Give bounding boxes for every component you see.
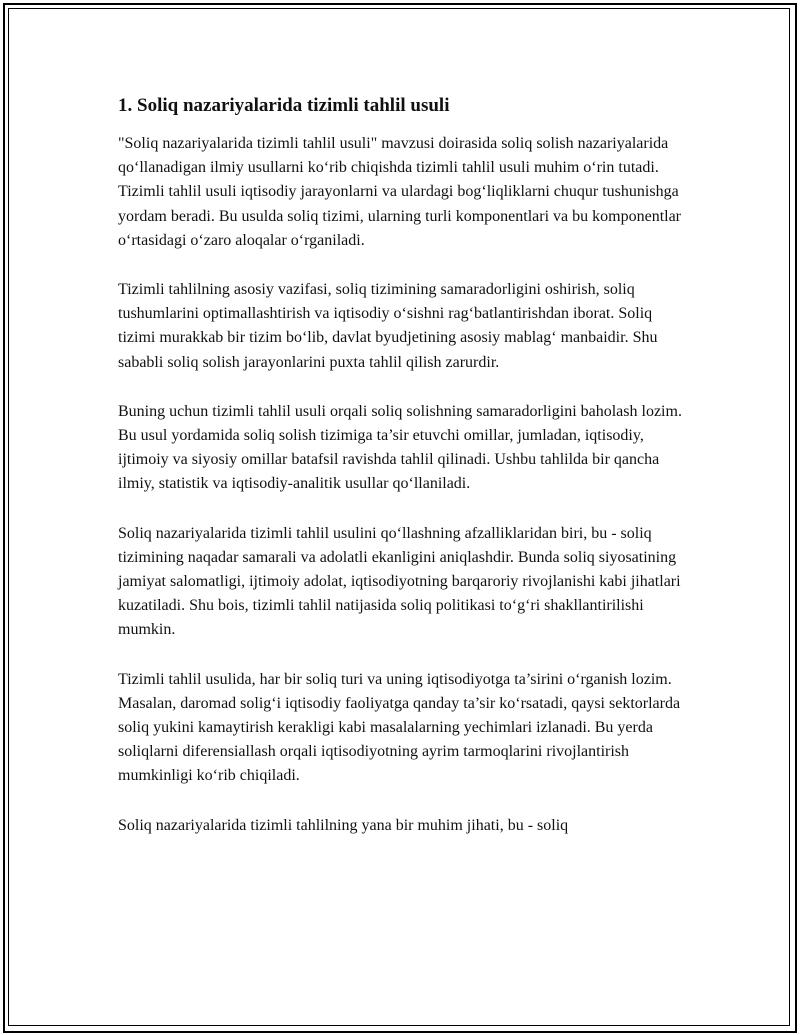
document-title: 1. Soliq nazariyalarida tizimli tahlil usuli — [118, 95, 450, 116]
paragraph-3: Buning uchun tizimli tahlil usuli orqali soliq solishning samaradorligini baholash lozim. Bu usul yordamida soliq solish tizimiga ta’sir etuvchi omillar, jumladan, iqtisodiy, ijtimoiy va siyosiy omillar batafsil ravishda tahlil qilinadi. Ushbu tahlilda bir qancha ilmiy, statistik va iqtisodiy-analitik usullar qo‘llaniladi. — [118, 402, 682, 493]
paragraph-5: Tizimli tahlil usulida, har bir soliq turi va uning iqtisodiyotga ta’sirini o‘rganish lozim. Masalan, daromad solig‘i iqtisodiy faoliyatga qanday ta’sir ko‘rsatadi, qaysi sektorlarda soliq yukini kamaytirish kerakligi kabi masalalarning yechimlari izlanadi. Bu yerda soliqlarni diferensiallash orqali iqtisodiyotning ayrim tarmoqlarini rivojlantirish mumkinligi ko‘rib chiqiladi. — [118, 670, 681, 785]
paragraph-4: Soliq nazariyalarida tizimli tahlil usulini qo‘llashning afzalliklaridan biri, bu - soliq tizimining naqadar samarali va adolatli ekanligini aniqlashdir. Bunda soliq siyosatining jamiyat salomatligi, ijtimoiy adolat, iqtisodiyotning barqaroriy rivojlanishi kabi jihatlari kuzatiladi. Shu bois, tizimli tahlil natijasida soliq politikasi to‘g‘ri shakllantirilishi mumkin. — [118, 524, 681, 639]
paragraph-2: Tizimli tahlilning asosiy vazifasi, soliq tizimining samaradorligini oshirish, soliq tushumlarini optimallashtirish va iqtisodiy o‘sishni rag‘batlantirishdan iborat. Soliq tizimi murakkab bir tizim bo‘lib, davlat byudjetining asosiy mablag‘ manbaidir. Shu sababli soliq solish jarayonlarini puxta tahlil qilish zarurdir. — [118, 281, 658, 371]
paragraph-6: Soliq nazariyalarida tizimli tahlilning yana bir muhim jihati, bu - soliq — [118, 816, 569, 834]
document-body — [118, 92, 688, 863]
paragraph-1: "Soliq nazariyalarida tizimli tahlil usuli" mavzusi doirasida soliq solish nazariyalarida qo‘llanadigan ilmiy usullarni ko‘rib chiqishda tizimli tahlil usuli muhim o‘rin tutadi. Tizimli tahlil usuli iqtisodiy jarayonlarni va ulardagi bog‘liqliklarni chuqur tushunishga yordam beradi. Bu usulda soliq tizimi, ularning turli komponentlari va bu komponentlar o‘rtasidagi o‘zaro aloqalar o‘rganiladi. — [118, 135, 682, 249]
